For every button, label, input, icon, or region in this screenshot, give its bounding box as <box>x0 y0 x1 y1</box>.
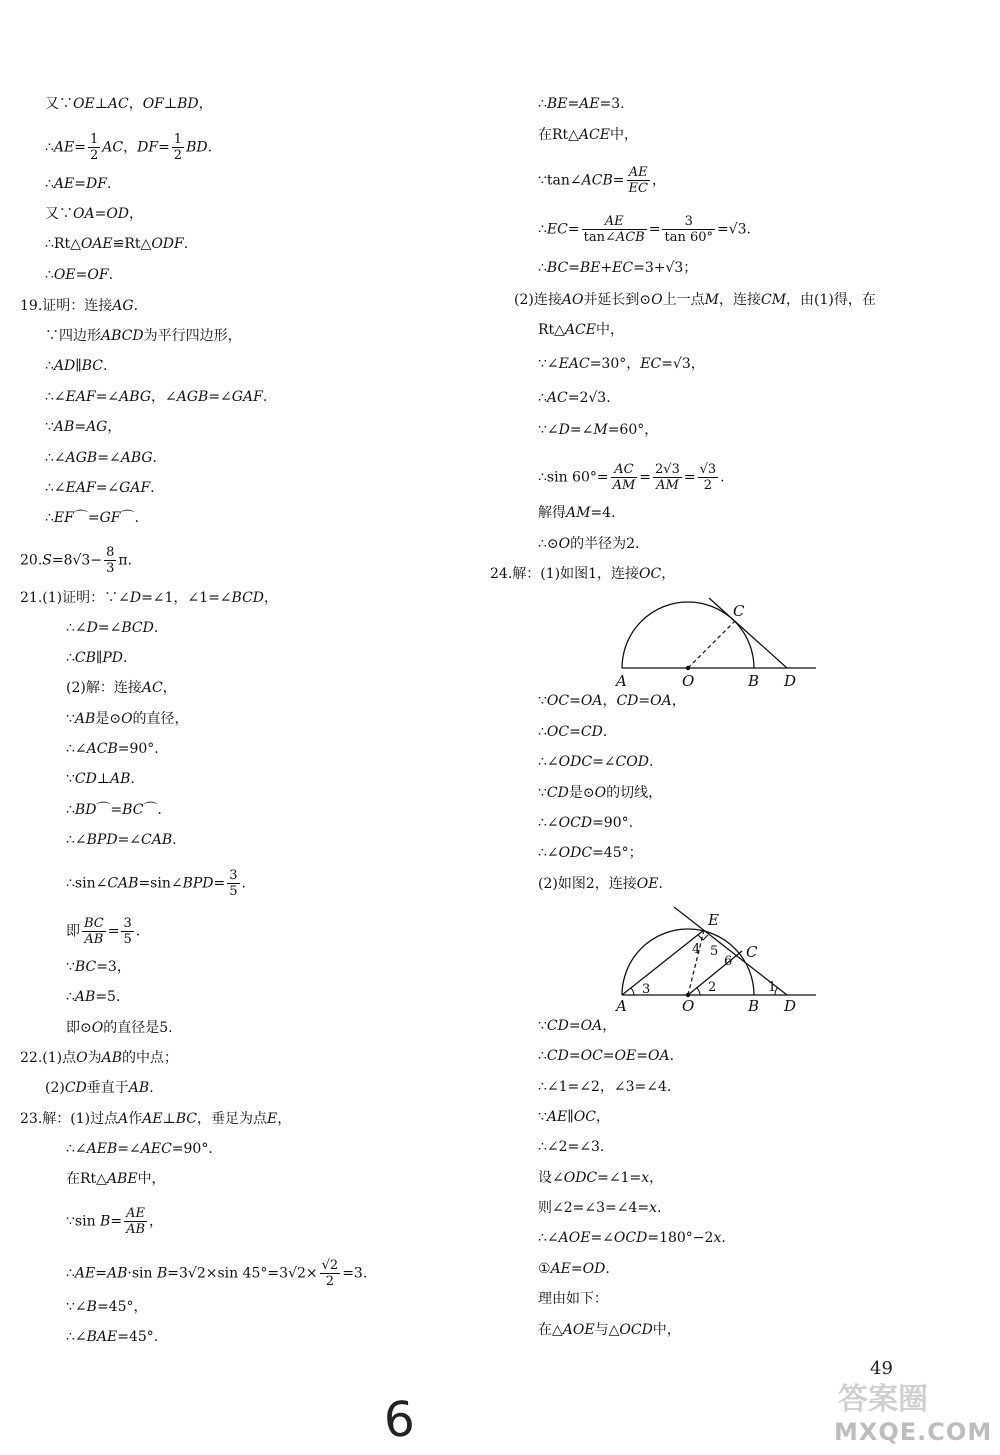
text-line: 在Rt△ACE中， <box>538 127 638 143</box>
text-line: ∴AC=2√3. <box>538 390 611 406</box>
figure2-label-o: O <box>682 997 695 1013</box>
figure2-label-e: E <box>708 911 719 929</box>
text-line: (2)连接AO并延长到⊙O上一点M，连接CM，由(1)得，在 <box>514 292 876 308</box>
text-line: ∵AB是⊙O的直径， <box>66 711 189 727</box>
figure2-ae <box>622 930 704 995</box>
text-line: ∵∠B=45°， <box>66 1299 148 1315</box>
text-line: ∴∠2=∠3. <box>538 1139 605 1155</box>
text-line: 即 $\frac{BC}{AB}$ = $\frac{3}{5}$ . <box>66 916 141 947</box>
text-line: 设∠ODC=∠1=x， <box>538 1170 664 1186</box>
text-line: 21.(1)证明：∵∠D=∠1，∠1=∠BCD， <box>20 590 279 606</box>
text-line: ∴∠D=∠BCD. <box>66 620 159 636</box>
text-line: ∴∠1=∠2，∠3=∠4. <box>538 1079 672 1095</box>
text-line: ∵AE∥OC， <box>538 1109 610 1125</box>
text-line: 23.解：(1)过点A作AE⊥BC，垂足为点E， <box>20 1111 292 1127</box>
text-line: 则∠2=∠3=∠4=x. <box>538 1200 662 1216</box>
figure2-angle-1: 1 <box>768 980 777 995</box>
text-line: ∴AE=DF. <box>45 176 112 192</box>
text-line: ①AE=OD. <box>538 1261 610 1277</box>
text-line: ∴BC=BE+EC=3+√3； <box>538 260 698 276</box>
text-line: ∵CD=OA， <box>538 1018 617 1034</box>
text-line: ∴EF⌒=GF⌒. <box>45 510 139 526</box>
text-line: 在△AOE与△OCD中， <box>538 1322 681 1338</box>
text-line: ∴AB=5. <box>66 989 121 1005</box>
text-line: 19.证明：连接AG. <box>20 298 139 314</box>
text-line: 理由如下： <box>538 1291 608 1307</box>
text-line: 20.S=8√3− $\frac{8}{3}$ π. <box>20 545 132 576</box>
figure2-label-d: D <box>784 997 797 1013</box>
text-line: ∴CD=OC=OE=OA. <box>538 1048 675 1064</box>
text-line: 即⊙O的直径是5. <box>66 1020 173 1036</box>
text-line: ∴OC=CD. <box>538 724 608 740</box>
text-line: 又∵OE⊥AC，OF⊥BD， <box>45 96 213 112</box>
text-line: (2)CD垂直于AB. <box>45 1080 154 1096</box>
figure2-label-a: A <box>616 997 627 1013</box>
text-line: ∴CB∥PD. <box>66 650 128 666</box>
text-line: ∵四边形ABCD为平行四边形， <box>45 328 242 344</box>
figure2-label-c: C <box>746 943 758 961</box>
text-line: 又∵OA=OD， <box>45 206 144 222</box>
figure1-label-d: D <box>784 672 797 690</box>
text-line: ∵BC=3， <box>66 959 131 975</box>
text-line: ∵∠EAC=30°，EC=√3， <box>538 356 705 372</box>
text-line: ∵CD⊥AB. <box>66 771 135 787</box>
text-line: ∴∠BPD=∠CAB. <box>66 832 177 848</box>
figure1-oc-dashed <box>688 621 735 668</box>
figure-2 <box>612 905 822 1013</box>
text-line: ∴OE=OF. <box>45 267 114 283</box>
text-line: ∴AE=AB·sin B=3√2×sin 45°=3√2× $\frac{√2}{2}$ =3. <box>66 1258 368 1289</box>
text-line: ∴∠BAE=45°. <box>66 1329 159 1345</box>
text-line: ∴AD∥BC. <box>45 358 108 374</box>
text-line: ∴∠EAF=∠ABG，∠AGB=∠GAF. <box>45 389 268 405</box>
figure2-oe-dashed <box>688 930 704 995</box>
text-line: ∴sin∠CAB=sin∠BPD= $\frac{3}{5}$ . <box>66 868 246 899</box>
figure1-label-a: A <box>616 672 627 690</box>
figure2-angle-2: 2 <box>708 980 717 995</box>
page-number: 49 <box>870 1358 893 1379</box>
figure2-angle2-arc <box>697 988 700 995</box>
figure1-tangent-cd <box>709 598 787 668</box>
figure-1 <box>612 592 822 690</box>
figure2-angle-3: 3 <box>642 982 651 997</box>
text-line: ∴Rt△OAE≌Rt△ODF. <box>45 236 189 252</box>
text-line: ∴AE= $\frac{1}{2}$ AC，DF= $\frac{1}{2}$ BD. <box>45 132 213 163</box>
figure1-label-o: O <box>682 672 695 690</box>
figure2-angle3-arc <box>631 988 634 995</box>
figure2-angle-4: 4 <box>692 942 701 957</box>
text-line: ∴∠EAF=∠GAF. <box>45 480 155 496</box>
text-line: ∴∠AOE=∠OCD=180°−2x. <box>538 1230 726 1246</box>
text-line: ∴BE=AE=3. <box>538 96 625 112</box>
text-line: ∵tan∠ACB= $\frac{AE}{EC}$ ， <box>538 165 666 196</box>
text-line: ∴sin 60°= $\frac{AC}{AM}$ = $\frac{2√3}{AM}$ = $\frac{√3}{2}$ . <box>538 462 725 493</box>
text-line: ∴∠ACB=90°. <box>66 741 159 757</box>
text-line: Rt△ACE中， <box>538 322 624 338</box>
figure1-label-c: C <box>733 602 745 620</box>
figure2-right-angle-mark <box>698 935 708 940</box>
text-line: ∴∠OCD=90°. <box>538 815 634 831</box>
figure1-label-b: B <box>748 672 760 690</box>
figure1-center-point <box>686 666 690 670</box>
figure2-angle-6: 6 <box>724 954 733 969</box>
watermark-logo: 答案圈 <box>838 1382 928 1417</box>
text-line: 24.解：(1)如图1，连接OC， <box>490 566 676 582</box>
text-line: (2)解：连接AC， <box>66 680 177 696</box>
figure2-angle-5: 5 <box>710 944 719 959</box>
text-line: 解得AM=4. <box>538 505 616 521</box>
text-line: ∴∠ODC=∠COD. <box>538 754 654 770</box>
figure2-label-b: B <box>748 997 760 1013</box>
text-line: 在Rt△ABE中， <box>66 1171 166 1187</box>
text-line: 22.(1)点O为AB的中点； <box>20 1050 178 1066</box>
text-line: ∵CD是⊙O的切线， <box>538 785 663 801</box>
text-line: ∴⊙O的半径为2. <box>538 536 640 552</box>
handwritten-mark: 6 <box>382 1391 417 1449</box>
text-line: (2)如图2，连接OE. <box>538 876 663 892</box>
text-line: ∵∠D=∠M=60°， <box>538 422 659 438</box>
text-line: ∴∠AEB=∠AEC=90°. <box>66 1141 213 1157</box>
text-line: ∵OC=OA，CD=OA， <box>538 693 686 709</box>
text-line: ∴∠ODC=45°； <box>538 845 643 861</box>
text-line: ∴∠AGB=∠ABG. <box>45 450 157 466</box>
text-line: ∵AB=AG， <box>45 419 122 435</box>
text-line: ∴BD⌒=BC⌒. <box>66 802 162 818</box>
watermark-text: MXQE.COM <box>834 1418 993 1446</box>
text-line: ∴EC= $\frac{AE}{\text{tan∠ACB}}$ = $\frac{3}{\tan 60^\circ}$ =√3. <box>538 214 752 245</box>
text-line: ∵sin B= $\frac{AE}{AB}$ ， <box>66 1206 164 1237</box>
